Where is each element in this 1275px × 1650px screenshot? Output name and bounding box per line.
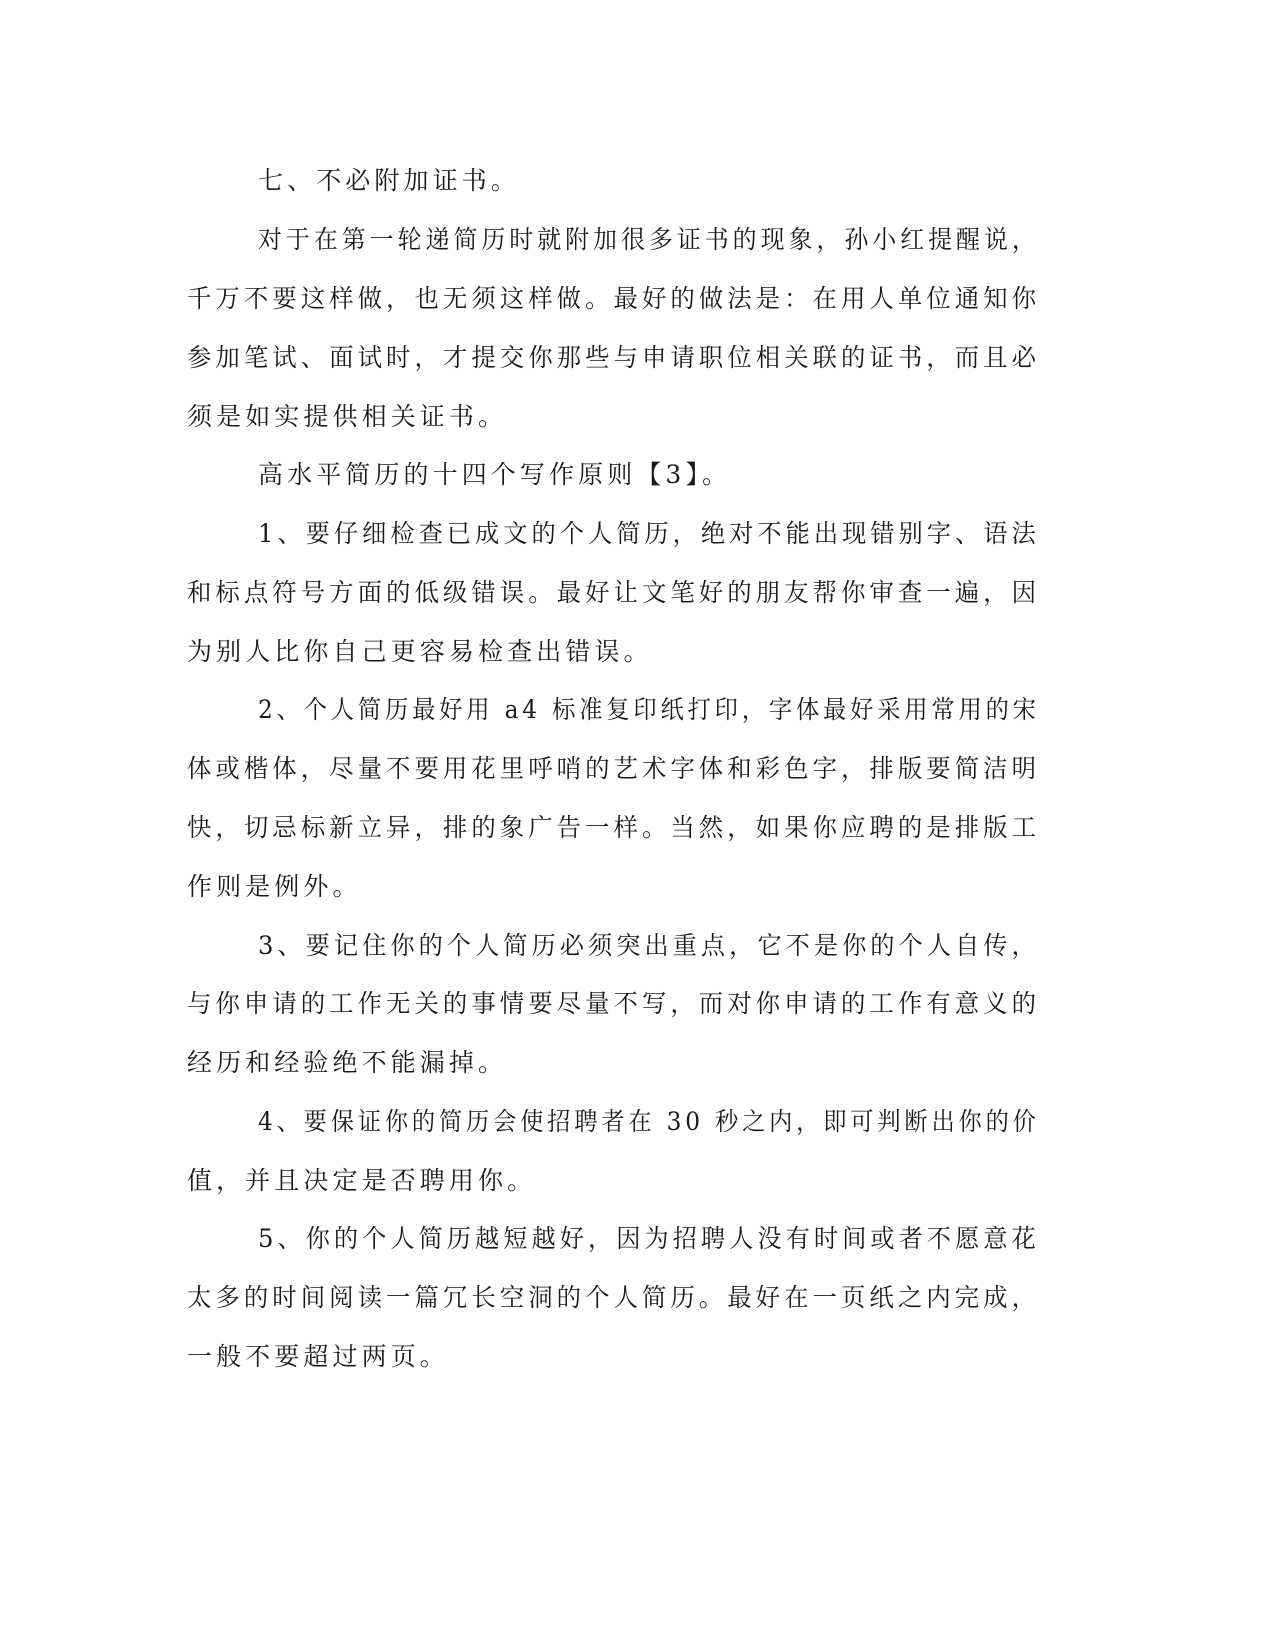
paragraph-line <box>0 1043 1275 1083</box>
text-line: 对于在第一轮递简历时就附加很多证书的现象，孙小红提醒说， <box>258 225 1040 254</box>
paragraph-line <box>0 1219 1275 1259</box>
text-line: 1、要仔细检查已成文的个人简历，绝对不能出现错别字、语法 <box>258 519 1040 548</box>
section-heading <box>0 455 1275 495</box>
text-line: 4、要保证你的简历会使招聘者在 30 秒之内，即可判断出你的价 <box>258 1107 1040 1136</box>
paragraph-line <box>0 984 1275 1024</box>
paragraph-line <box>0 808 1275 848</box>
paragraph-line <box>0 632 1275 672</box>
paragraph-line <box>0 749 1275 789</box>
text-line: 2、个人简历最好用 a4 标准复印纸打印，字体最好采用常用的宋 <box>258 695 1040 724</box>
text-line: 3、要记住你的个人简历必须突出重点，它不是你的个人自传， <box>258 931 1040 960</box>
text-line: 值，并且决定是否聘用你。 <box>187 1166 537 1195</box>
paragraph-line <box>0 220 1275 260</box>
paragraph-line <box>0 926 1275 966</box>
section-heading <box>0 161 1275 201</box>
text-line: 一般不要超过两页。 <box>187 1342 449 1371</box>
text-line: 千万不要这样做，也无须这样做。最好的做法是：在用人单位通知你 <box>187 284 1041 313</box>
paragraph-line <box>0 1278 1275 1318</box>
text-line: 须是如实提供相关证书。 <box>187 402 508 431</box>
paragraph-line <box>0 338 1275 378</box>
text-line: 与你申请的工作无关的事情要尽量不写，而对你申请的工作有意义的 <box>187 989 1041 1018</box>
paragraph-line <box>0 1102 1275 1142</box>
paragraph-line <box>0 690 1275 730</box>
text-line: 参加笔试、面试时，才提交你那些与申请职位相关联的证书，而且必 <box>187 343 1041 372</box>
paragraph-line <box>0 279 1275 319</box>
text-line: 5、你的个人简历越短越好，因为招聘人没有时间或者不愿意花 <box>258 1224 1040 1253</box>
text-line: 高水平简历的十四个写作原则【3】。 <box>258 460 732 489</box>
text-line: 经历和经验绝不能漏掉。 <box>187 1048 508 1077</box>
text-line: 和标点符号方面的低级错误。最好让文笔好的朋友帮你审查一遍，因 <box>187 578 1041 607</box>
paragraph-line <box>0 514 1275 554</box>
text-line: 快，切忌标新立异，排的象广告一样。当然，如果你应聘的是排版工 <box>187 813 1041 842</box>
paragraph-line <box>0 867 1275 907</box>
text-line: 为别人比你自己更容易检查出错误。 <box>187 637 653 666</box>
text-line: 体或楷体，尽量不要用花里呼哨的艺术字体和彩色字，排版要简洁明 <box>187 754 1041 783</box>
paragraph-line <box>0 573 1275 613</box>
text-line: 作则是例外。 <box>187 872 362 901</box>
text-line: 太多的时间阅读一篇冗长空洞的个人简历。最好在一页纸之内完成， <box>187 1283 1041 1312</box>
paragraph-line <box>0 397 1275 437</box>
paragraph-line <box>0 1161 1275 1201</box>
paragraph-line <box>0 1337 1275 1377</box>
text-line: 七、不必附加证书。 <box>258 166 520 195</box>
